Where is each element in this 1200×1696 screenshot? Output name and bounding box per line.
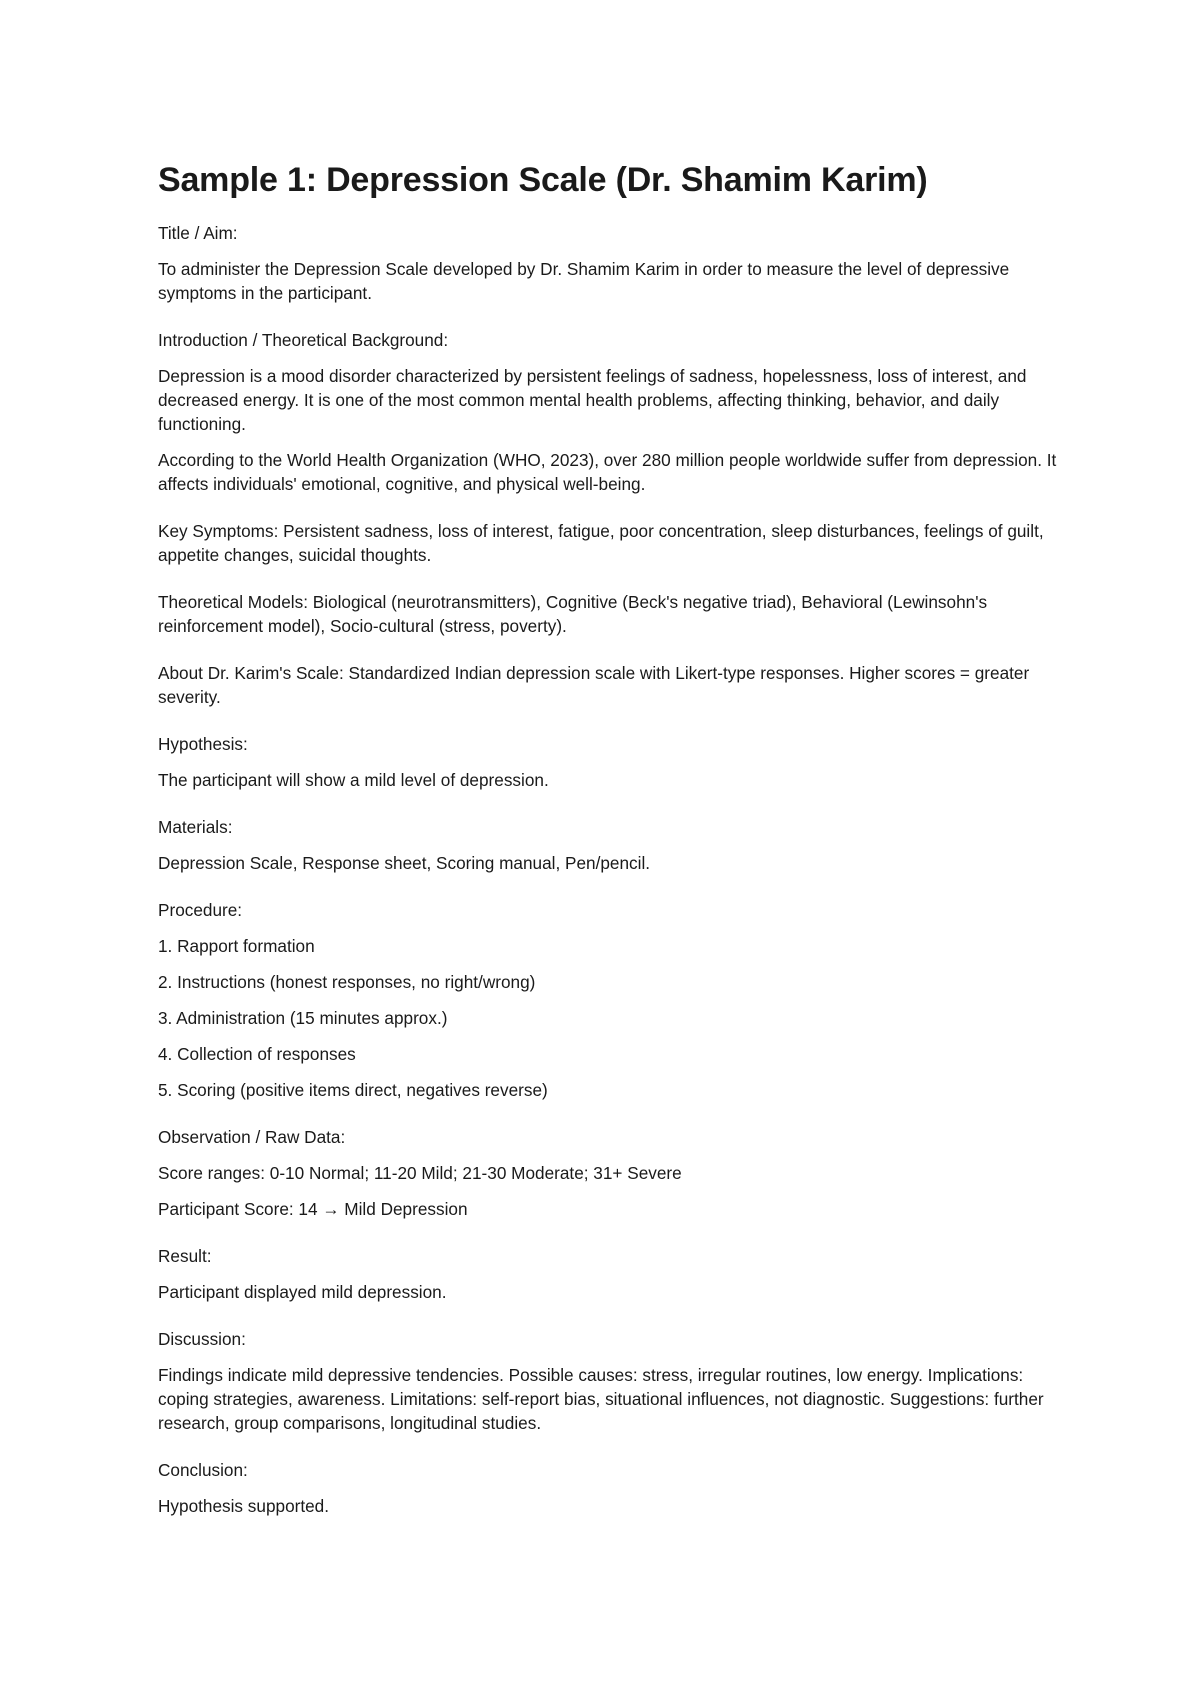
discussion-label: Discussion: (158, 1329, 246, 1349)
intro-label: Introduction / Theoretical Background: (158, 330, 449, 350)
observation-label: Observation / Raw Data: (158, 1127, 346, 1147)
theoretical-models: Theoretical Models: Biological (neurotransmitters), Cognitive (Beck's negative triad), Behavioral (Lewinsohn's reinforcement model), Socio-cultural (stress, poverty). (158, 592, 988, 636)
discussion-text: Findings indicate mild depressive tendencies. Possible causes: stress, irregular routines, low energy. Implications: coping strategies, awareness. Limitations: self-report bias, situational influences, not diagnostic. Suggestions: further research, group comparisons, longitudinal studies. (158, 1365, 1044, 1433)
result-text: Participant displayed mild depression. (158, 1282, 447, 1302)
conclusion-label: Conclusion: (158, 1460, 248, 1480)
intro-paragraph-2: According to the World Health Organization (WHO, 2023), over 280 million people worldwide suffer from depression. It affects individuals' emotional, cognitive, and physical well-being. (158, 450, 1057, 494)
aim-label: Title / Aim: (158, 223, 238, 243)
materials-label: Materials: (158, 817, 233, 837)
procedure-step: 5. Scoring (positive items direct, negatives reverse) (158, 1080, 548, 1100)
conclusion-text: Hypothesis supported. (158, 1496, 330, 1516)
aim-text: To administer the Depression Scale developed by Dr. Shamim Karim in order to measure the level of depressive symptoms in the participant. (158, 259, 1010, 303)
about-scale: About Dr. Karim's Scale: Standardized Indian depression scale with Likert-type responses. Higher scores = greater severity. (158, 663, 1030, 707)
procedure-step: 2. Instructions (honest responses, no right/wrong) (158, 972, 536, 992)
key-symptoms: Key Symptoms: Persistent sadness, loss of interest, fatigue, poor concentration, sleep disturbances, feelings of guilt, appetite changes, suicidal thoughts. (158, 521, 1044, 565)
hypothesis-label: Hypothesis: (158, 734, 248, 754)
participant-score: Participant Score: 14 → Mild Depression (158, 1199, 468, 1219)
score-ranges: Score ranges: 0-10 Normal; 11-20 Mild; 21-30 Moderate; 31+ Severe (158, 1163, 682, 1183)
document-page (158, 158, 1058, 1530)
procedure-step: 3. Administration (15 minutes approx.) (158, 1008, 448, 1028)
intro-paragraph-1: Depression is a mood disorder characterized by persistent feelings of sadness, hopelessness, loss of interest, and decreased energy. It is one of the most common mental health problems, affecting thinking, behavior, and daily functioning. (158, 366, 1027, 434)
procedure-step: 1. Rapport formation (158, 936, 315, 956)
result-label: Result: (158, 1246, 212, 1266)
materials-text: Depression Scale, Response sheet, Scoring manual, Pen/pencil. (158, 853, 651, 873)
procedure-step: 4. Collection of responses (158, 1044, 356, 1064)
procedure-label: Procedure: (158, 900, 243, 920)
hypothesis-text: The participant will show a mild level of depression. (158, 770, 549, 790)
document-title: Sample 1: Depression Scale (Dr. Shamim Karim) (158, 161, 928, 199)
